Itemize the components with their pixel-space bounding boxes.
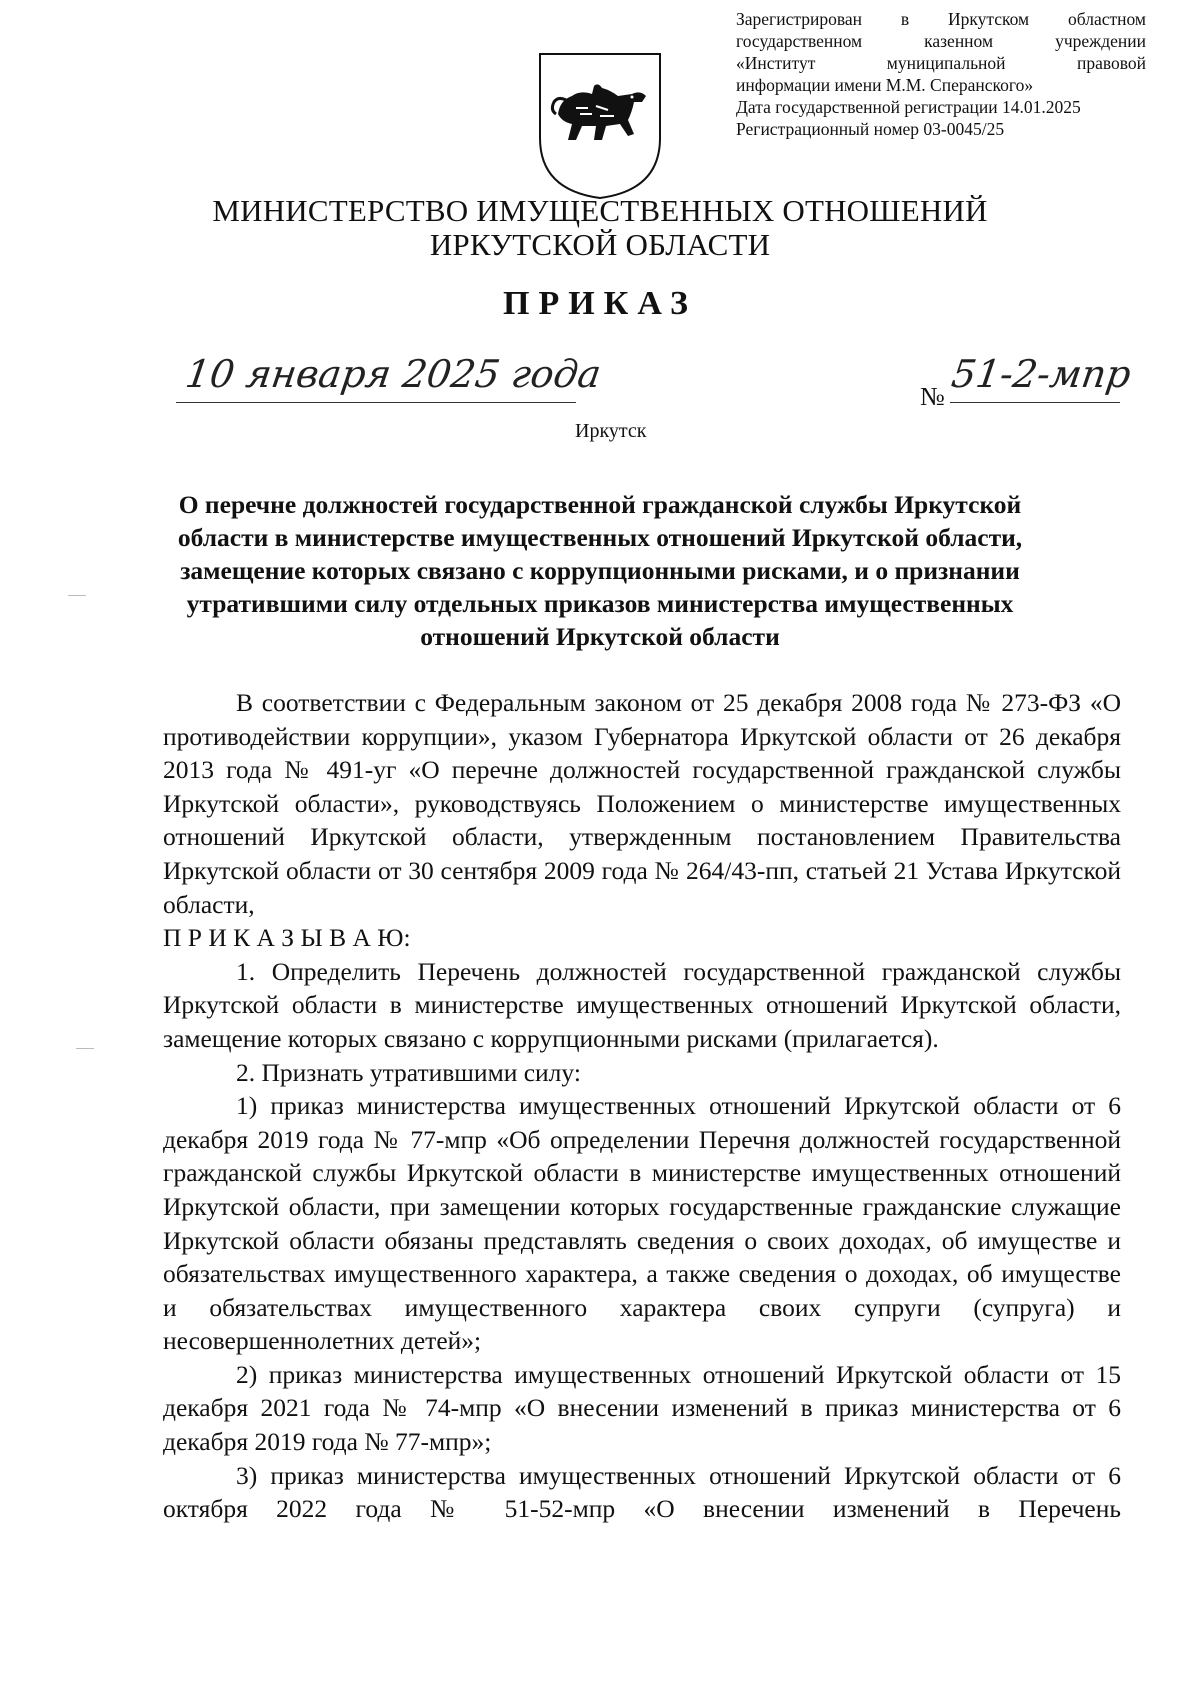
registration-line: Зарегистрирован в Иркутском областном (736, 9, 1146, 29)
document-body (163, 686, 1121, 1526)
city-name: Иркутск (575, 420, 647, 442)
ministry-name-line1: МИНИСТЕРСТВО ИМУЩЕСТВЕННЫХ ОТНОШЕНИЙ (212, 193, 988, 228)
registration-line: государственном казенном учреждении (736, 31, 1146, 51)
registration-line: информации имени М.М. Сперанского» (736, 75, 1034, 95)
subitem-2-paragraph: 2) приказ министерства имущественных отношений Иркутской области от 15 декабря 2021 года № 74-мпр «О внесении изменений в приказ министерства от 6 декабря 2019 года № 77-мпр»; (163, 1359, 1121, 1457)
number-underline (950, 402, 1120, 403)
date-underline (176, 402, 576, 403)
registration-line: Регистрационный номер 03-0045/25 (736, 119, 1005, 139)
preamble-paragraph: В соответствии с Федеральным законом от 25 декабря 2008 года № 273-ФЗ «О противодействии коррупции», указом Губернатора Иркутской области от 26 декабря 2013 года № 491-уг «О перечне должностей государственной гражданской службы Иркутской области», руководствуясь Положением о министерстве имущественных отношений Иркутской области, утвержденным постановлением Правительства Иркутской области от 30 сентября 2009 года № 264/43-пп, статьей 21 Устава Иркутской области, (163, 688, 1121, 919)
margin-mark (76, 1048, 94, 1049)
title-line: отношений Иркутской области (420, 622, 780, 651)
title-line: замещение которых связано с коррупционными рисками, и о признании (180, 556, 1020, 585)
registration-line: «Институт муниципальной правовой (736, 53, 1146, 73)
registration-stamp (736, 8, 1146, 140)
ministry-name-line2: ИРКУТСКОЙ ОБЛАСТИ (429, 227, 771, 262)
registration-line: Дата государственной регистрации 14.01.2025 (736, 97, 1081, 117)
subitem-1-paragraph: 1) приказ министерства имущественных отношений Иркутской области от 6 декабря 2019 года № 77-мпр «Об определении Перечня должностей государственной гражданской службы Иркутской области в министерстве имущественных отношений Иркутской области, при замещении которых государственные гражданские служащие Иркутской области обязаны представлять сведения о своих доходах, об имуществе и обязательствах имущественного характера, а также сведения о доходах, об имуществе и обязательствах имущественного характера своих супруги (супруга) и несовершеннолетних детей»; (163, 1091, 1121, 1356)
title-line: области в министерстве имущественных отношений Иркутской области, (177, 523, 1023, 552)
document-type-heading: ПРИКАЗ (503, 285, 697, 322)
document-title (150, 488, 1050, 653)
coat-of-arms-emblem (536, 50, 664, 200)
item-1-paragraph: 1. Определить Перечень должностей государственной гражданской службы Иркутской области в министерстве имущественных отношений Иркутской области, замещение которых связано с коррупционными рисками (прилагается). (163, 956, 1121, 1053)
title-line: О перечне должностей государственной гражданской службы Иркутской (178, 490, 1022, 519)
title-line: утратившими силу отдельных приказов министерства имущественных (186, 589, 1014, 618)
item-2-paragraph: 2. Признать утратившими силу: (236, 1057, 581, 1087)
handwritten-date: 10 января 2025 года (182, 352, 604, 396)
order-word: П Р И К А З Ы В А Ю: (163, 923, 411, 953)
handwritten-number: 51-2-мпр (948, 352, 1134, 396)
margin-mark (68, 595, 86, 596)
number-label: № (920, 382, 945, 411)
subitem-3-paragraph: 3) приказ министерства имущественных отношений Иркутской области от 6 октября 2022 года № 51-52-мпр «О внесении изменений в Перечень (163, 1460, 1121, 1524)
